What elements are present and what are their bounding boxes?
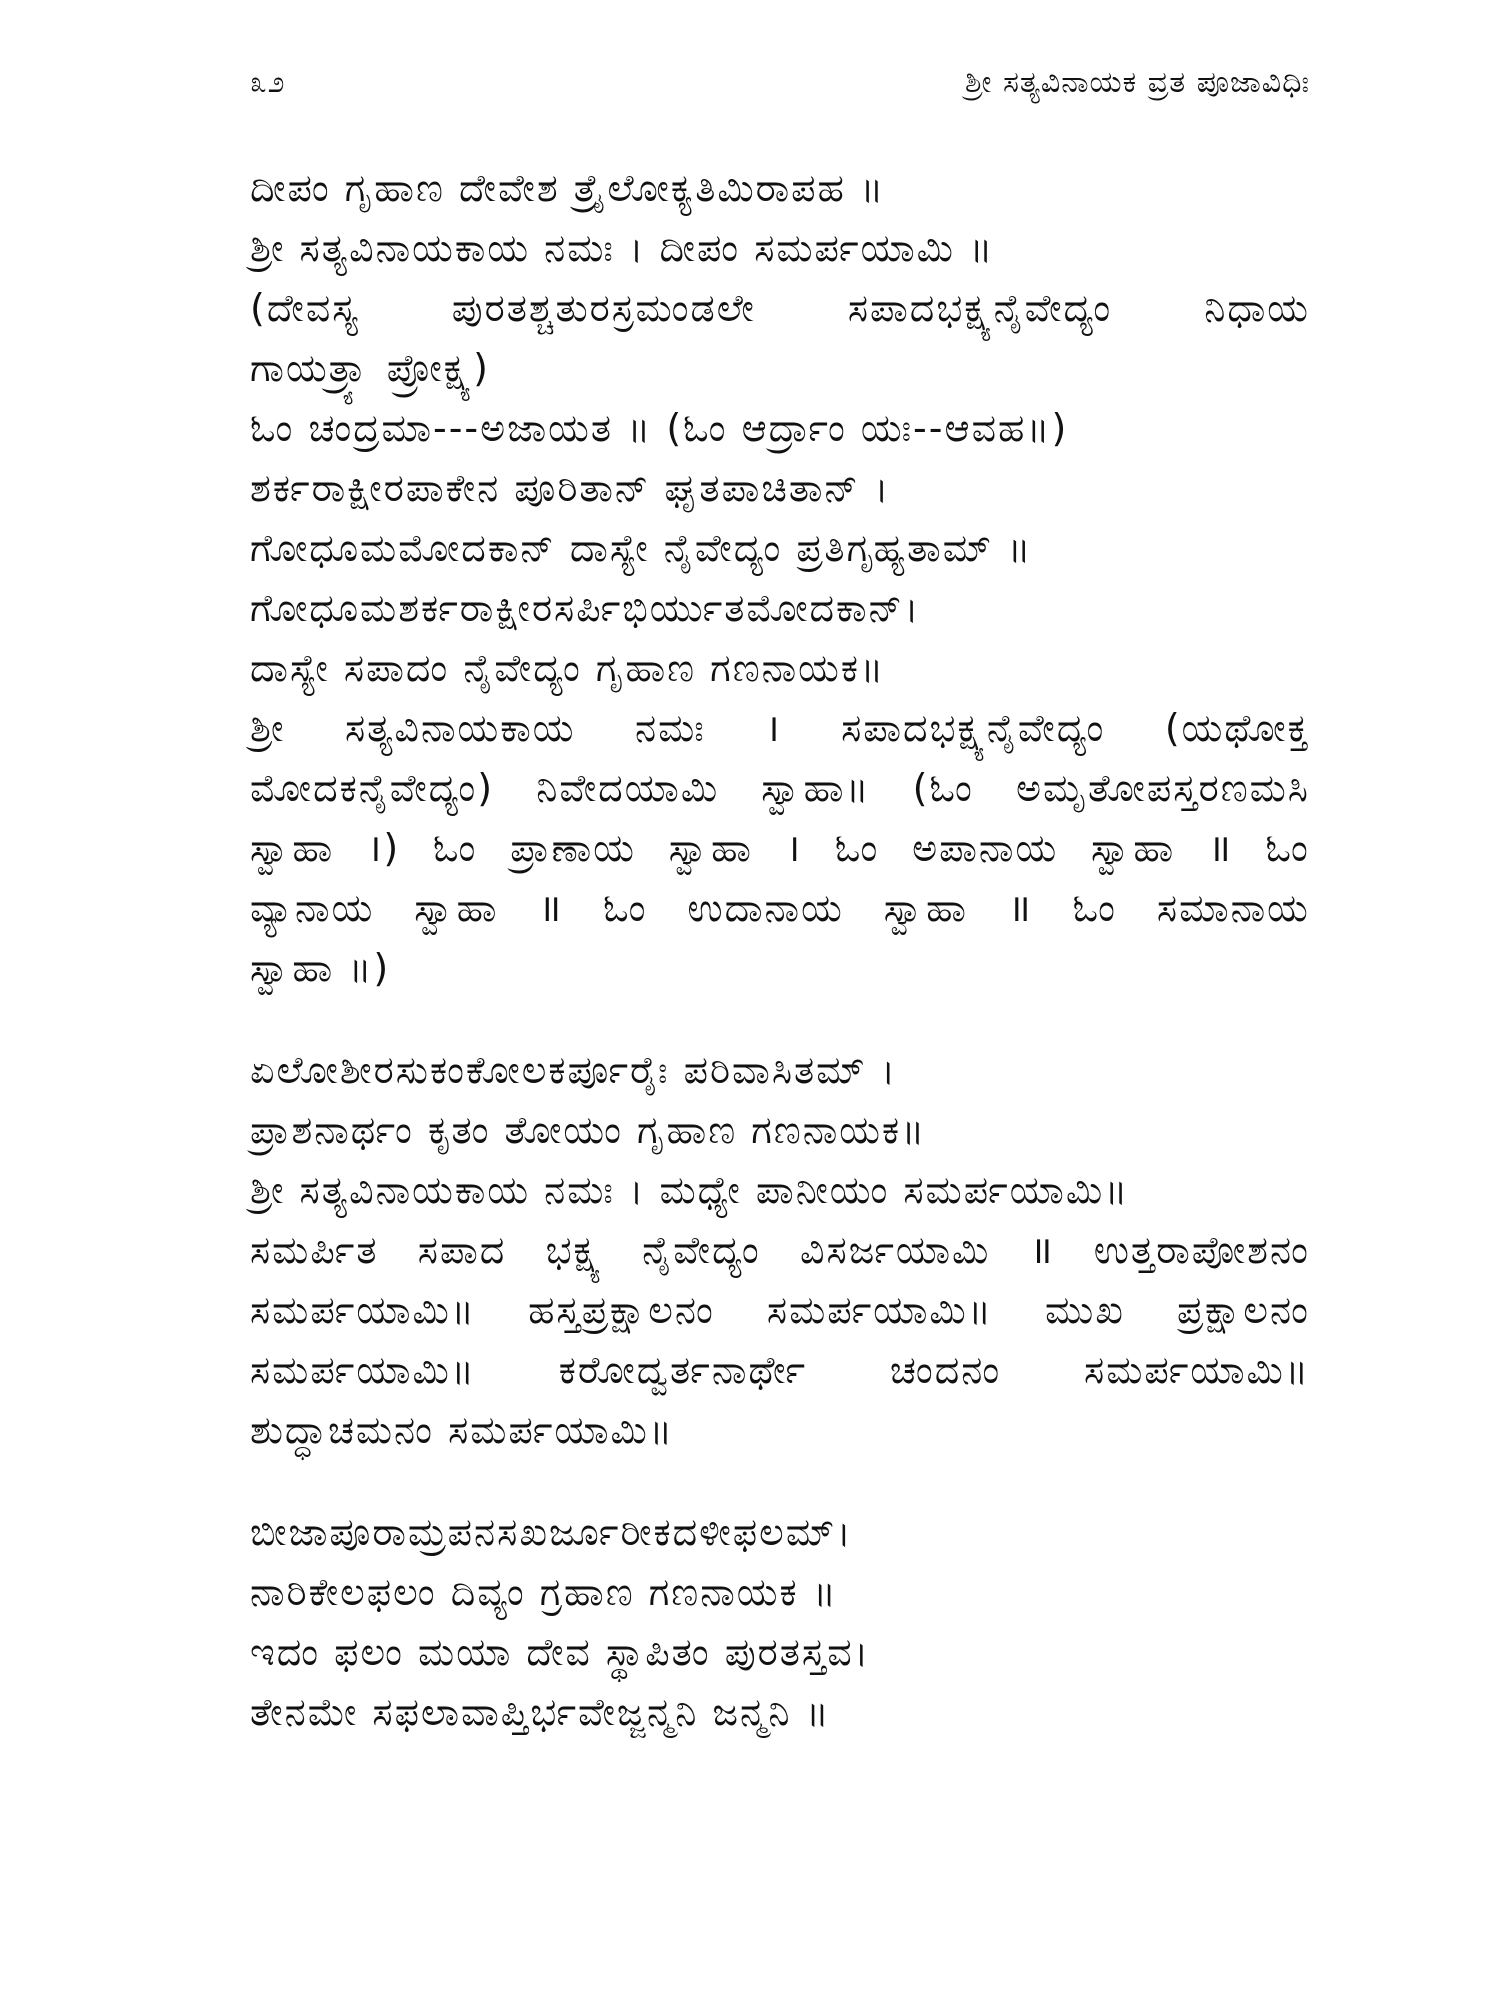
verse-word: ಸ್ವಾಹಾ (883, 886, 968, 930)
verse-line: ಶ್ರೀ ಸತ್ಯವಿನಾಯಕಾಯ ನಮಃ । ಮಧ್ಯೇ ಪಾನೀಯಂ ಸಮರ್ಪಯಾಮಿ॥ (250, 1168, 1130, 1212)
verse-word: ಚಂದನಂ (889, 1348, 1002, 1392)
verse-word: ಸ್ವಾಹಾ॥ (761, 766, 871, 810)
section-spacer (250, 1460, 1310, 1502)
verse-word: ಸಮರ್ಪಿತ (250, 1228, 379, 1272)
verse-word: ಉತ್ತರಾಪೋಶನಂ (1093, 1228, 1310, 1272)
verse-line: ದಾಸ್ಯೇ ಸಪಾದಂ ನೈವೇದ್ಯಂ ಗೃಹಾಣ ಗಣನಾಯಕ॥ (250, 646, 886, 690)
verse-line (250, 698, 1310, 758)
verse-line: ಗೋಧೂಮಮೋದಕಾನ್ ದಾಸ್ಯೇ ನೈವೇದ್ಯಂ ಪ್ರತಿಗೃಹ್ಯತಾಮ್ ॥ (250, 526, 1033, 570)
verse-line: ಇದಂ ಫಲಂ ಮಯಾ ದೇವ ಸ್ಥಾಪಿತಂ ಪುರತಸ್ತವ। (250, 1630, 871, 1674)
verse-line (250, 278, 1310, 338)
verse-word: ಮುಖ (1044, 1288, 1125, 1332)
verse-word: ॥ (1207, 826, 1233, 870)
verse-word: ಪ್ರಕ್ಷಾಲನಂ (1176, 1288, 1310, 1332)
verse-word: (ಓಂ (912, 766, 974, 810)
verse-line: ಬೀಜಾಪೂರಾಮ್ರಪನಸಖರ್ಜೂರೀಕದಳೀಫಲಮ್। (250, 1510, 853, 1554)
verse-word: ಸಪಾದಭಕ್ಷ್ಯನೈವೇದ್ಯಂ (841, 706, 1106, 750)
verse-word: ಸಮರ್ಪಯಾಮಿ॥ (250, 1348, 476, 1392)
verse-word: (ಯಥೋಕ್ತ (1164, 706, 1310, 750)
verse-word: ಸ್ವಾಹಾ (250, 826, 335, 870)
verse-word: ಓಂ (433, 826, 478, 870)
verse-line (250, 758, 1310, 818)
verse-word: ॥ (1029, 1228, 1055, 1272)
verse-word: ಕರೋದ್ವರ್ತನಾರ್ಥೇ (558, 1348, 808, 1392)
verse-line: ಶ್ರೀ ಸತ್ಯವಿನಾಯಕಾಯ ನಮಃ । ದೀಪಂ ಸಮರ್ಪಯಾಮಿ ॥ (250, 226, 995, 270)
verse-word: ಸಮರ್ಪಯಾಮಿ॥ (766, 1288, 993, 1332)
verse-line: ಸ್ವಾಹಾ ॥) (250, 946, 391, 990)
running-title: ಶ್ರೀ ಸತ್ಯವಿನಾಯಕ ವ್ರತ ಪೂಜಾವಿಧಿಃ (965, 64, 1310, 100)
verse-word: ।) (366, 826, 401, 870)
verse-section-paniya (250, 1040, 1310, 1460)
verse-word: ನಮಃ (634, 706, 706, 750)
verse-word: ಸಮಾನಾಯ (1156, 886, 1310, 930)
verse-word: ಮೋದಕನೈವೇದ್ಯಂ) (250, 766, 495, 810)
verse-line (250, 1340, 1310, 1400)
verse-line (250, 878, 1310, 938)
verse-word: ಸತ್ಯವಿನಾಯಕಾಯ (344, 706, 576, 750)
verse-line: ಶುದ್ಧಾಚಮನಂ ಸಮರ್ಪಯಾಮಿ॥ (250, 1408, 675, 1452)
verse-line (250, 1280, 1310, 1340)
verse-word: ಪ್ರಾಣಾಯ (510, 826, 636, 870)
verse-line: ಏಲೋಶೀರಸುಕಂಕೋಲಕರ್ಪೂರೈಃ ಪರಿವಾಸಿತಮ್ । (250, 1048, 898, 1092)
verse-word: । (785, 826, 803, 870)
verse-section-deepa-naivedya (250, 158, 1310, 998)
verse-line: ತೇನಮೇ ಸಫಲಾವಾಪ್ತಿರ್ಭವೇಜ್ಜನ್ಮನಿ ಜನ್ಮನಿ ॥ (250, 1690, 831, 1734)
verse-word: । (765, 706, 782, 750)
verse-line: ಗಾಯತ್ರ್ಯಾ ಪ್ರೋಕ್ಷ್ಯ) (250, 346, 490, 390)
verse-word: ಓಂ (834, 826, 880, 870)
verse-word: ॥ (538, 886, 564, 930)
verse-word: ಭಕ್ಷ್ಯ (545, 1228, 603, 1272)
verse-word: ಹಸ್ತಪ್ರಕ್ಷಾಲನಂ (528, 1288, 715, 1332)
page-number: ೩೨ (250, 64, 286, 100)
verse-word: ಉದಾನಾಯ (687, 886, 844, 930)
verse-word: ಶ್ರೀ (250, 706, 286, 750)
verse-word: (ದೇವಸ್ಯ (250, 286, 360, 330)
verse-word: ಸಮರ್ಪಯಾಮಿ॥ (1084, 1348, 1310, 1392)
verse-word: ಸ್ವಾಹಾ (668, 826, 753, 870)
verse-section-phala (250, 1502, 1310, 1742)
verse-line: ನಾರಿಕೇಲಫಲಂ ದಿವ್ಯಂ ಗ್ರಹಾಣ ಗಣನಾಯಕ ॥ (250, 1570, 838, 1614)
page-header (250, 52, 1310, 112)
verse-line: ಪ್ರಾಶನಾರ್ಥಂ ಕೃತಂ ತೋಯಂ ಗೃಹಾಣ ಗಣನಾಯಕ॥ (250, 1108, 927, 1152)
verse-word: ಓಂ (1072, 886, 1117, 930)
verse-word: ಸ್ವಾಹಾ (1090, 826, 1176, 870)
verse-word: ಸ್ವಾಹಾ (414, 886, 499, 930)
verse-word: ಅಪಾನಾಯ (912, 826, 1059, 870)
verse-word: ಸಮರ್ಪಯಾಮಿ॥ (250, 1288, 476, 1332)
section-spacer (250, 998, 1310, 1040)
verse-line (250, 818, 1310, 878)
verse-word: ॥ (1007, 886, 1033, 930)
verse-word: ನೈವೇದ್ಯಂ (642, 1228, 761, 1272)
verse-word: ಓಂ (1265, 826, 1310, 870)
verse-word: ಸಪಾದ (417, 1228, 507, 1272)
verse-line: ಶರ್ಕರಾಕ್ಷೀರಪಾಕೇನ ಪೂರಿತಾನ್ ಘೃತಪಾಚಿತಾನ್ । (250, 466, 891, 510)
verse-word: ವಿಸರ್ಜಯಾಮಿ (800, 1228, 991, 1272)
verse-word: ಓಂ (603, 886, 648, 930)
verse-line: ದೀಪಂ ಗೃಹಾಣ ದೇವೇಶ ತ್ರೈಲೋಕ್ಯತಿಮಿರಾಪಹ ॥ (250, 166, 886, 210)
page-body (250, 158, 1310, 1742)
verse-word: ಪುರತಶ್ಚತುರಸ್ರಮಂಡಲೇ (451, 286, 756, 330)
verse-line (250, 1220, 1310, 1280)
verse-line: ಓಂ ಚಂದ್ರಮಾ---ಅಜಾಯತ ॥ (ಓಂ ಆರ್ದ್ರಾಂ ಯಃ--ಆವಹ॥) (250, 406, 1069, 450)
verse-word: ಅಮೃತೋಪಸ್ತರಣಮಸಿ (1015, 766, 1310, 810)
verse-word: ವ್ಯಾನಾಯ (250, 886, 375, 930)
verse-word: ನಿಧಾಯ (1204, 286, 1310, 330)
verse-word: ನಿವೇದಯಾಮಿ (536, 766, 720, 810)
verse-word: ಸಪಾದಭಕ್ಷ್ಯನೈವೇದ್ಯಂ (847, 286, 1113, 330)
verse-line: ಗೋಧೂಮಶರ್ಕರಾಕ್ಷೀರಸರ್ಪಿಭಿರ್ಯುತಮೋದಕಾನ್। (250, 586, 921, 630)
